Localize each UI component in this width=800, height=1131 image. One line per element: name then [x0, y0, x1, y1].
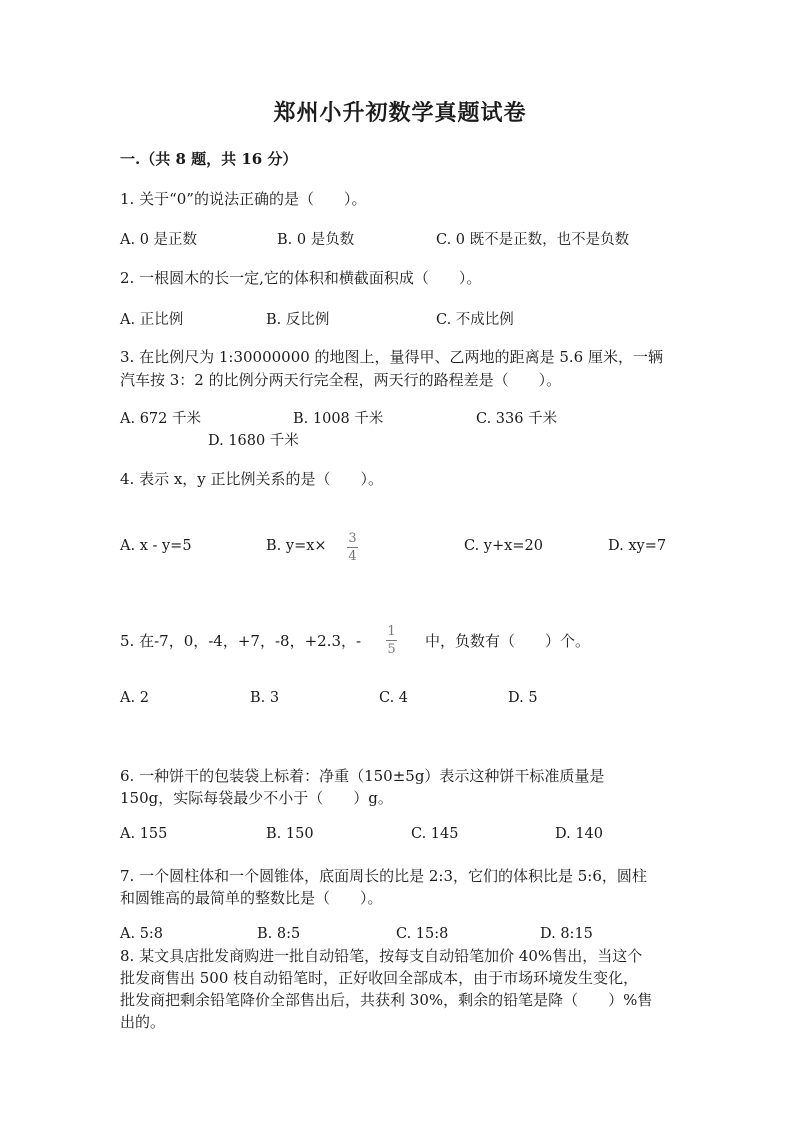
- question-1-option-a: A. 0 是正数: [120, 232, 198, 248]
- page-title: 郑州小升初数学真题试卷: [273, 100, 527, 126]
- question-6-stem-line-1: 6. 一种饼干的包装袋上标着：净重（150±5g）表示这种饼干标准质量是: [120, 767, 605, 785]
- question-4-fraction: [347, 531, 358, 564]
- question-4-option-d: D. xy=7: [608, 538, 667, 554]
- question-3-option-a: A. 672 千米: [120, 411, 201, 427]
- question-6-stem-line-2: 150g，实际每袋最少不小于（ ）g。: [120, 789, 393, 807]
- question-6-option-b: B. 150: [266, 826, 314, 842]
- question-7-stem-line-1: 7. 一个圆柱体和一个圆锥体，底面周长的比是 2:3，它们的体积比是 5:6，圆柱: [120, 867, 647, 885]
- question-1-option-b: B. 0 是负数: [277, 232, 355, 248]
- question-5-stem-part-2: 中，负数有（ ）个。: [425, 632, 591, 650]
- fraction-bar: [386, 640, 397, 641]
- question-2-option-a: A. 正比例: [120, 312, 184, 328]
- section-heading: 一.（共 8 题，共 16 分）: [120, 150, 298, 168]
- question-4-option-a: A. x - y=5: [120, 538, 192, 554]
- fraction-denominator: 4: [348, 549, 357, 564]
- question-6-option-a: A. 155: [120, 826, 168, 842]
- question-3-stem-line-1: 3. 在比例尺为 1:30000000 的地图上，量得甲、乙两地的距离是 5.6 厘米，一辆: [120, 348, 663, 366]
- question-6-option-c: C. 145: [411, 826, 459, 842]
- question-3-option-b: B. 1008 千米: [293, 411, 384, 427]
- fraction-numerator: 3: [348, 531, 357, 546]
- question-1-option-c: C. 0 既不是正数，也不是负数: [436, 232, 630, 248]
- question-4-stem: 4. 表示 x，y 正比例关系的是（ ）。: [120, 470, 384, 488]
- question-3-option-d: D. 1680 千米: [208, 433, 299, 449]
- question-6-option-d: D. 140: [555, 826, 604, 842]
- question-5-option-c: C. 4: [379, 690, 409, 706]
- question-5-option-b: B. 3: [250, 690, 280, 706]
- question-5-fraction: [386, 624, 397, 657]
- question-4-option-c: C. y+x=20: [464, 538, 543, 554]
- fraction-numerator: 1: [387, 624, 396, 639]
- question-7-option-b: B. 8:5: [257, 926, 301, 942]
- question-8-stem-line-3: 批发商把剩余铅笔降价全部售出后，共获利 30%，剩余的铅笔是降（ ）%售: [120, 991, 653, 1009]
- question-7-stem-line-2: 和圆锥高的最简单的整数比是（ ）。: [120, 889, 383, 907]
- question-2-option-b: B. 反比例: [266, 312, 330, 328]
- question-8-stem-line-1: 8. 某文具店批发商购进一批自动铅笔，按每支自动铅笔加价 40%售出，当这个: [120, 947, 643, 965]
- question-5-option-a: A. 2: [120, 690, 149, 706]
- question-8-stem-line-4: 出的。: [120, 1013, 166, 1031]
- question-2-option-c: C. 不成比例: [436, 312, 514, 328]
- question-5-option-d: D. 5: [508, 690, 538, 706]
- question-4-option-b: B. y=x×: [266, 538, 327, 554]
- question-8-stem-line-2: 批发商售出 500 枝自动铅笔时，正好收回全部成本，由于市场环境发生变化，: [120, 969, 639, 987]
- question-2-stem: 2. 一根圆木的长一定,它的体积和横截面积成（ ）。: [120, 269, 482, 287]
- question-7-option-d: D. 8:15: [540, 926, 593, 942]
- question-3-option-c: C. 336 千米: [476, 411, 558, 427]
- question-7-option-a: A. 5:8: [120, 926, 164, 942]
- question-5-stem-part-1: 5. 在-7，0，-4，+7，-8，+2.3，-: [120, 632, 362, 650]
- fraction-bar: [347, 547, 358, 548]
- question-3-stem-line-2: 汽车按 3：2 的比例分两天行完全程，两天行的路程差是（ ）。: [120, 371, 562, 389]
- fraction-denominator: 5: [387, 642, 396, 657]
- question-1-stem: 1. 关于“0”的说法正确的是（ ）。: [120, 190, 367, 208]
- question-7-option-c: C. 15:8: [396, 926, 449, 942]
